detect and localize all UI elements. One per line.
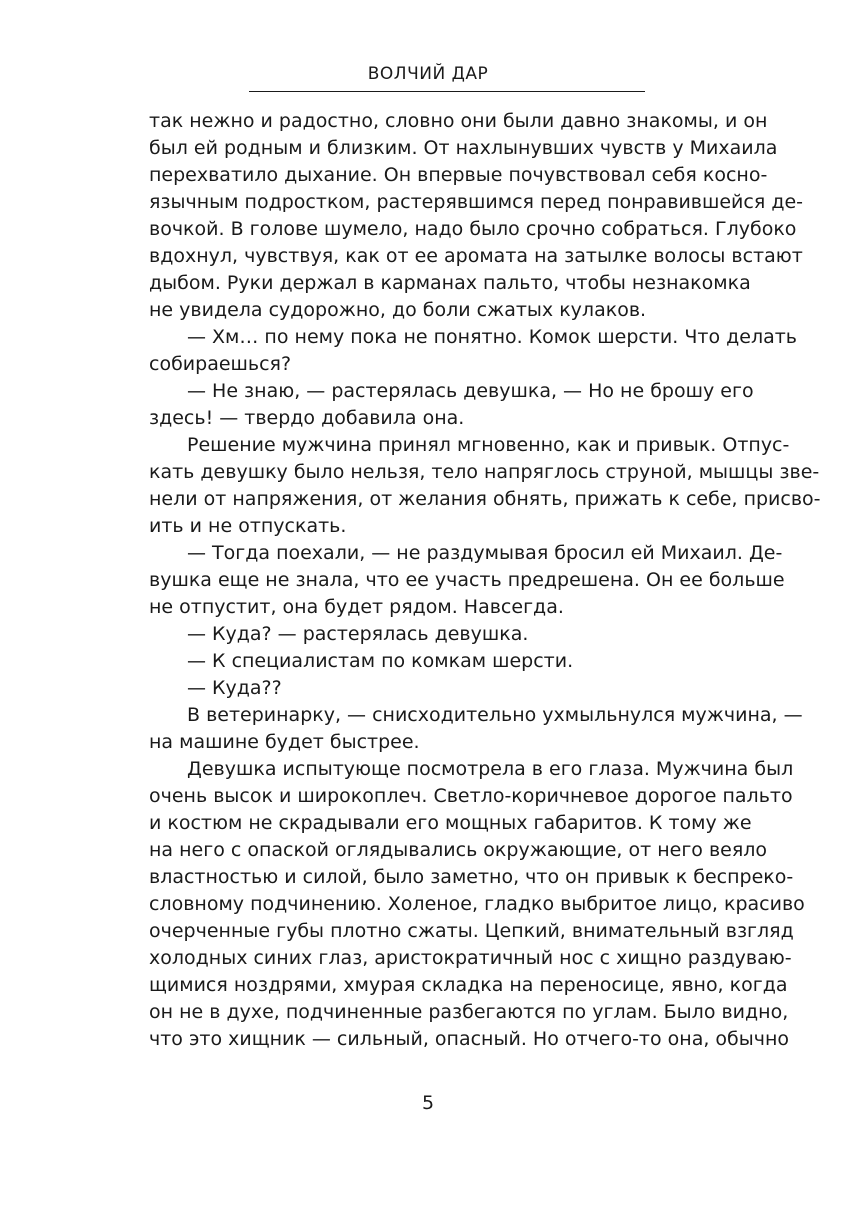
text-line: — Хм… по нему пока не понятно. Комок шерсти. Что делать xyxy=(187,326,797,348)
text-line: очень высок и широкоплеч. Светло-коричневое дорогое пальто xyxy=(149,785,793,807)
page-number: 5 xyxy=(421,1092,435,1114)
text-line: здесь! — твердо добавила она. xyxy=(149,407,465,429)
text-line: кать девушку было нельзя, тело напряглось струной, мышцы зве- xyxy=(149,461,820,483)
running-head: ВОЛЧИЙ ДАР xyxy=(367,64,489,84)
text-line: нели от напряжения, от желания обнять, прижать к себе, присво- xyxy=(149,488,821,510)
text-line: очерченные губы плотно сжаты. Цепкий, внимательный взгляд xyxy=(149,920,794,942)
text-line: не отпустит, она будет рядом. Навсегда. xyxy=(149,596,564,618)
text-line: перехватило дыхание. Он впервые почувствовал себя косно- xyxy=(149,164,768,186)
text-line: он не в духе, подчиненные разбегаются по углам. Было видно, xyxy=(149,1001,789,1023)
text-line: — Тогда поехали, — не раздумывая бросил ей Михаил. Де- xyxy=(187,542,783,564)
text-line: вушка еще не знала, что ее участь предрешена. Он ее больше xyxy=(149,569,785,591)
text-line: — Куда? — растерялась девушка. xyxy=(187,623,529,645)
text-line: дыбом. Руки держал в карманах пальто, чтобы незнакомка xyxy=(149,272,751,294)
text-line: собираешься? xyxy=(149,353,292,375)
text-line: В ветеринарку, — снисходительно ухмыльнулся мужчина, — xyxy=(187,704,803,726)
text-line: — Не знаю, — растерялась девушка, — Но не брошу его xyxy=(187,380,754,402)
text-line: Решение мужчина принял мгновенно, как и привык. Отпус- xyxy=(187,434,790,456)
text-line: щимися ноздрями, хмурая складка на переносице, явно, когда xyxy=(149,974,788,996)
text-line: Девушка испытующе посмотрела в его глаза. Мужчина был xyxy=(187,758,794,780)
text-line: и костюм не скрадывали его мощных габаритов. К тому же xyxy=(149,812,752,834)
text-line: не увидела судорожно, до боли сжатых кулаков. xyxy=(149,299,647,321)
text-line: вочкой. В голове шумело, надо было срочно собраться. Глубоко xyxy=(149,218,797,240)
text-line: на него с опаской оглядывались окружающие, от него веяло xyxy=(149,839,768,861)
text-line: — Куда?? xyxy=(187,677,282,699)
text-line: ить и не отпускать. xyxy=(149,515,347,537)
text-line: холодных синих глаз, аристократичный нос с хищно раздуваю- xyxy=(149,947,792,969)
header-rule xyxy=(249,91,645,92)
text-line: так нежно и радостно, словно они были давно знакомы, и он xyxy=(149,110,768,132)
text-line: вдохнул, чувствуя, как от ее аромата на затылке волосы встают xyxy=(149,245,803,267)
body-text xyxy=(149,108,821,1053)
text-line: властностью и силой, было заметно, что он привык к беспреко- xyxy=(149,866,794,888)
text-line: язычным подростком, растерявшимся перед понравившейся де- xyxy=(149,191,804,213)
text-line: — К специалистам по комкам шерсти. xyxy=(187,650,574,672)
text-line: что это хищник — сильный, опасный. Но отчего-то она, обычно xyxy=(149,1028,790,1050)
text-line: был ей родным и близким. От нахлынувших чувств у Михаила xyxy=(149,137,778,159)
text-line: на машине будет быстрее. xyxy=(149,731,420,753)
text-line: словному подчинению. Холеное, гладко выбритое лицо, красиво xyxy=(149,893,805,915)
